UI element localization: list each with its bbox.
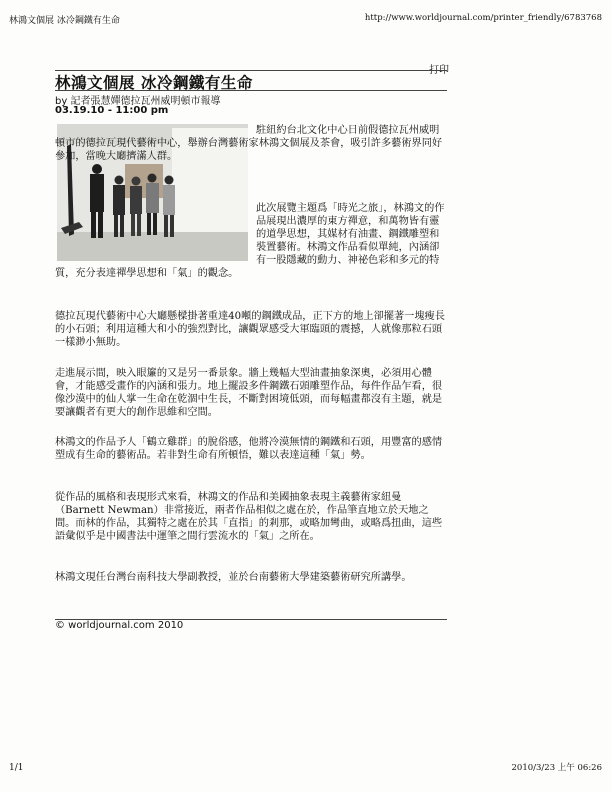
paragraph-2-text: 此次展覽主題爲「時光之旅」，林鴻文的作品展現出濃厚的東方禪意，和萬物皆有靈的道學思想，其媒材有油畫、鋼鐵雕塑和裝置藝術。林鴻文作品看似單純，內涵卻有一股隱藏的動力、神祕色彩和多元的特質，充分表達禪學思想和「氣」的觀念。 (55, 203, 445, 279)
paragraph-1: 駐紐約台北文化中心日前假德拉瓦州威明頓市的德拉瓦現代藝術中心，舉辦台灣藝術家林鴻文個展及茶會，吸引許多藝術界同好參加，當晚大廳擠滿人群。 (55, 125, 443, 162)
print-timestamp: 2010/3/23 上午 06:26 (511, 763, 602, 773)
page-url: http://www.worldjournal.com/printer_friendly/6783768 (364, 13, 602, 23)
print-link[interactable]: 打印 (429, 65, 449, 76)
title-rule (55, 90, 447, 91)
browser-page-title: 林鴻文個展 冰冷鋼鐵有生命 (9, 16, 120, 26)
paragraph-3: 德拉瓦現代藝術中心大廳懸樑掛著重達40噸的鋼鐵成品，正下方的地上卻擺著一塊瘦長的小石頭；利用這種大和小的強烈對比，讓觀眾感受大軍臨頭的震撼，人就像那粒石頭一樣渺小無助。 (55, 311, 445, 348)
copyright: © worldjournal.com 2010 (55, 620, 184, 631)
article-date: 03.19.10 - 11:00 pm (55, 105, 169, 116)
paragraph-2 (55, 202, 447, 280)
article-title: 林鴻文個展 冰冷鋼鐵有生命 (55, 73, 253, 92)
article-byline: by 記者張慧嬋德拉瓦州威明頓市報導 (55, 96, 221, 107)
paragraph-6: 從作品的風格和表現形式來看，林鴻文的作品和美國抽象表現主義藝術家紐曼（Barnett Newman）非常接近，兩者作品相似之處在於，作品筆直地立於天地之間。而林的作品，其獨特之處在於其「直指」的剎那，或略加彎曲，或略爲扭曲，這些語彙似乎是中國書法中運筆之間行雲流水的「氣」之所在。 (55, 492, 443, 542)
page-count: 1/1 (9, 763, 24, 773)
paragraph-7: 林鴻文現任台灣台南科技大學副教授，並於台南藝術大學建築藝術研究所講學。 (55, 572, 412, 583)
paragraph-5: 林鴻文的作品予人「鶴立雞群」的脫俗感，他將冷漠無情的鋼鐵和石頭，用豐富的感情塑成有生命的藝術品。若非對生命有所頓悟，難以表達這種「氣」勢。 (55, 437, 443, 461)
photo-wrap-spacer (55, 202, 256, 267)
paragraph-4: 走進展示間，映入眼簾的又是另一番景象。牆上幾幅大型油畫抽象深奧，必須用心體會，才能感受畫作的內涵和張力。地上擺設多件鋼鐵石頭雕塑作品，每件作品乍看，很像沙漠中的仙人掌一生命在乾涸中生長，不斷對困境低頭，而每幅畫都沒有主題，就是要讓觀者有更大的創作思維和空間。 (55, 368, 443, 418)
